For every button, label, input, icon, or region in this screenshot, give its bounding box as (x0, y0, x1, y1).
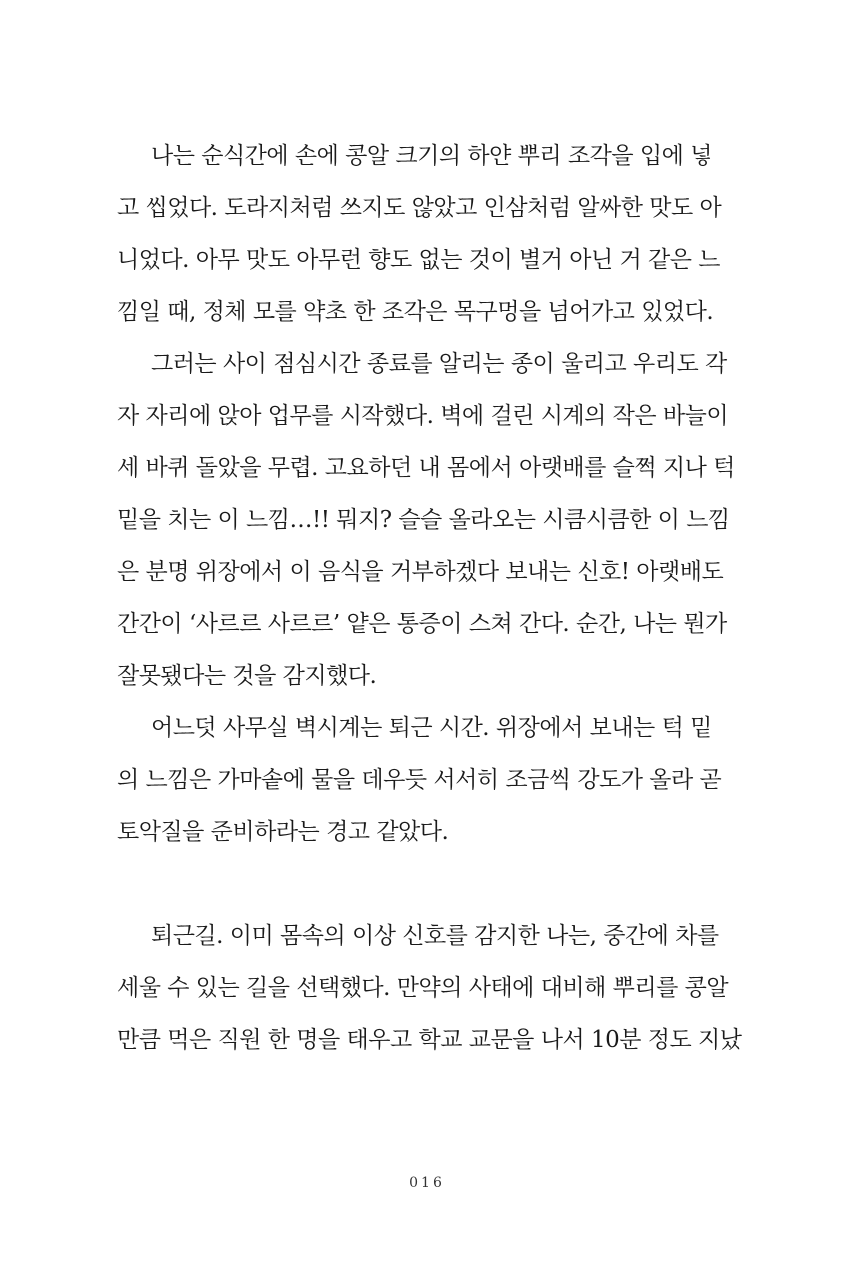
text-line: 고 씹었다. 도라지처럼 쓰지도 않았고 인삼처럼 알싸한 맛도 아 (117, 195, 722, 221)
text-line: 세울 수 있는 길을 선택했다. 만약의 사태에 대비해 뿌리를 콩알 (117, 975, 729, 1001)
text-line: 은 분명 위장에서 이 음식을 거부하겠다 보내는 신호! 아랫배도 (117, 559, 724, 585)
text-line: 의 느낌은 가마솥에 물을 데우듯 서서히 조금씩 강도가 올라 곧 (117, 767, 722, 793)
text-line: 나는 순식간에 손에 콩알 크기의 하얀 뿌리 조각을 입에 넣 (151, 143, 712, 169)
text-line: 니었다. 아무 맛도 아무런 향도 없는 것이 별거 아닌 거 같은 느 (117, 247, 720, 273)
text-line: 잘못됐다는 것을 감지했다. (117, 663, 377, 689)
page-number: 016 (409, 1175, 445, 1191)
text-line: 세 바퀴 돌았을 무렵. 고요하던 내 몸에서 아랫배를 슬쩍 지나 턱 (117, 455, 735, 481)
text-line: 간간이 ‘사르르 사르르’ 얕은 통증이 스쳐 간다. 순간, 나는 뭔가 (117, 611, 727, 637)
body-text (117, 130, 742, 1066)
text-line: 퇴근길. 이미 몸속의 이상 신호를 감지한 나는, 중간에 차를 (151, 923, 719, 949)
text-line: 낌일 때, 정체 모를 약초 한 조각은 목구멍을 넘어가고 있었다. (117, 299, 714, 325)
text-line: 그러는 사이 점심시간 종료를 알리는 종이 울리고 우리도 각 (151, 351, 727, 377)
section-break (117, 858, 700, 910)
text-line: 자 자리에 앉아 업무를 시작했다. 벽에 걸린 시계의 작은 바늘이 (117, 403, 729, 429)
text-line: 어느덧 사무실 벽시계는 퇴근 시간. 위장에서 보내는 턱 밑 (151, 715, 712, 741)
text-line: 토악질을 준비하라는 경고 같았다. (117, 819, 449, 845)
text-line: 만큼 먹은 직원 한 명을 태우고 학교 교문을 나서 10분 정도 지났 (117, 1027, 742, 1053)
text-line: 밑을 치는 이 느낌…!! 뭐지? 슬슬 올라오는 시큼시큼한 이 느낌 (117, 507, 730, 533)
